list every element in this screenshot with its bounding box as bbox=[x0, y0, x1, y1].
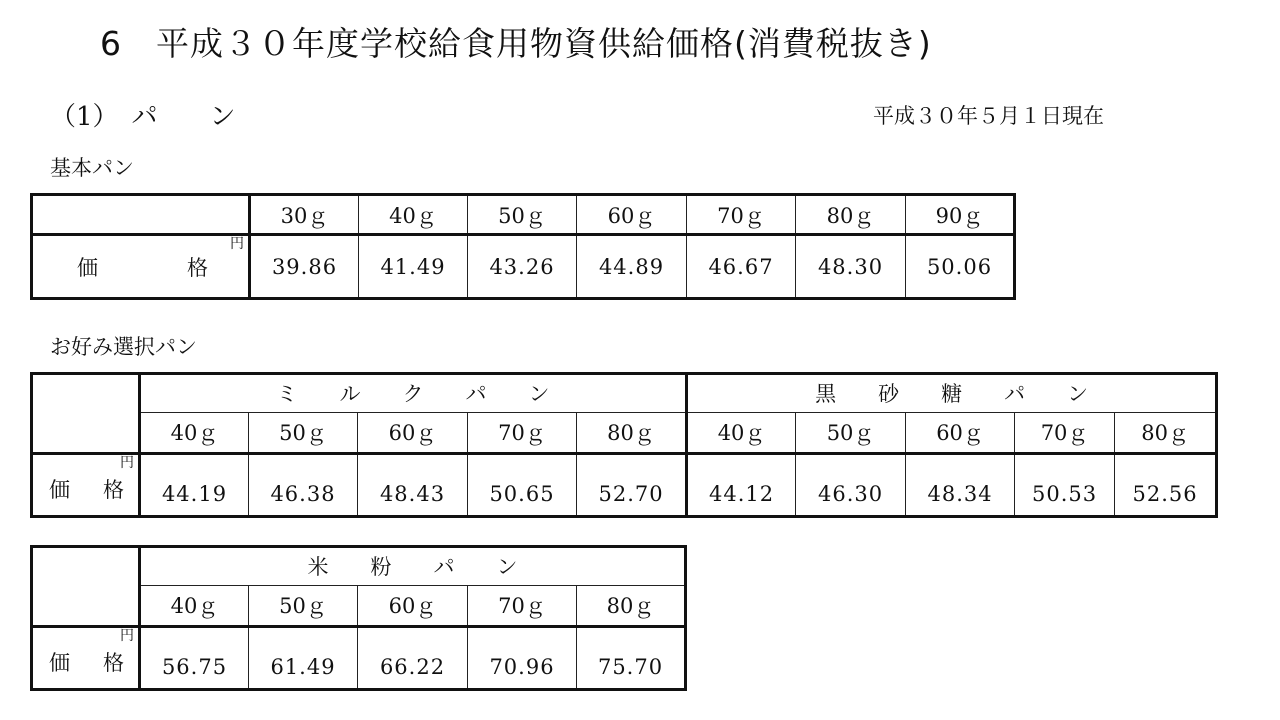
weight-header: 70ｇ bbox=[1015, 412, 1115, 453]
weight-header: 40ｇ bbox=[140, 412, 249, 453]
price-label-char: 格 bbox=[103, 477, 124, 502]
price-cell: 70.96 bbox=[468, 626, 577, 689]
price-cell: 44.89 bbox=[577, 235, 687, 299]
weight-header: 50ｇ bbox=[468, 195, 577, 235]
price-cell: 46.38 bbox=[249, 453, 358, 516]
price-cell: 75.70 bbox=[577, 626, 686, 689]
price-label-char: 価 bbox=[77, 255, 98, 280]
weight-header: 80ｇ bbox=[796, 195, 906, 235]
price-row-label bbox=[32, 453, 140, 516]
basic-bread-table bbox=[30, 193, 1016, 300]
price-cell: 52.56 bbox=[1115, 453, 1217, 516]
price-cell: 66.22 bbox=[358, 626, 468, 689]
price-row-label bbox=[32, 626, 140, 689]
weight-header: 50ｇ bbox=[249, 412, 358, 453]
corner-cell bbox=[32, 374, 140, 454]
brown-sugar-bread-header: 黒 砂 糖 パ ン bbox=[687, 374, 1217, 413]
price-cell: 43.26 bbox=[468, 235, 577, 299]
price-cell: 52.70 bbox=[577, 453, 687, 516]
weight-header: 50ｇ bbox=[249, 585, 358, 626]
weight-header: 40ｇ bbox=[359, 195, 468, 235]
weight-header: 70ｇ bbox=[468, 412, 577, 453]
weight-header: 50ｇ bbox=[796, 412, 906, 453]
weight-header: 30ｇ bbox=[250, 195, 359, 235]
weight-header: 60ｇ bbox=[577, 195, 687, 235]
weight-header: 60ｇ bbox=[906, 412, 1015, 453]
price-cell: 44.12 bbox=[687, 453, 796, 516]
price-row-label bbox=[32, 235, 250, 299]
as-of-date: 平成３０年５月１日現在 bbox=[873, 104, 1104, 128]
yen-unit: 円 bbox=[120, 454, 134, 471]
milk-bread-header: ミ ル ク パ ン bbox=[140, 374, 687, 413]
choice-bread-label: お好み選択パン bbox=[50, 335, 197, 359]
weight-header: 80ｇ bbox=[577, 412, 687, 453]
basic-bread-label: 基本パン bbox=[50, 156, 134, 180]
rice-flour-table bbox=[30, 545, 687, 691]
corner-cell bbox=[32, 547, 140, 627]
price-cell: 48.43 bbox=[358, 453, 468, 516]
price-label-char: 格 bbox=[187, 255, 208, 280]
yen-unit: 円 bbox=[230, 236, 244, 252]
price-cell: 61.49 bbox=[249, 626, 358, 689]
price-cell: 46.30 bbox=[796, 453, 906, 516]
weight-header: 80ｇ bbox=[1115, 412, 1217, 453]
milk-brown-sugar-table bbox=[30, 372, 1218, 518]
price-cell: 48.30 bbox=[796, 235, 906, 299]
weight-header: 60ｇ bbox=[358, 412, 468, 453]
price-cell: 41.49 bbox=[359, 235, 468, 299]
weight-header: 60ｇ bbox=[358, 585, 468, 626]
weight-header: 40ｇ bbox=[140, 585, 249, 626]
weight-header: 80ｇ bbox=[577, 585, 686, 626]
weight-header: 90ｇ bbox=[906, 195, 1015, 235]
document-title: 6 平成３０年度学校給食用物資供給価格(消費税抜き) bbox=[100, 24, 932, 63]
price-label-char: 価 bbox=[49, 650, 70, 675]
price-cell: 39.86 bbox=[250, 235, 359, 299]
weight-header: 70ｇ bbox=[468, 585, 577, 626]
price-cell: 56.75 bbox=[140, 626, 249, 689]
price-cell: 44.19 bbox=[140, 453, 249, 516]
rice-flour-bread-header: 米 粉 パ ン bbox=[140, 547, 686, 586]
price-cell: 50.65 bbox=[468, 453, 577, 516]
price-label-char: 価 bbox=[49, 477, 70, 502]
price-cell: 48.34 bbox=[906, 453, 1015, 516]
price-cell: 50.06 bbox=[906, 235, 1015, 299]
weight-header: 70ｇ bbox=[687, 195, 796, 235]
yen-unit: 円 bbox=[120, 627, 134, 644]
section-title: （1） パ ン bbox=[50, 102, 236, 132]
corner-cell bbox=[32, 195, 250, 235]
price-label-char: 格 bbox=[103, 650, 124, 675]
price-cell: 50.53 bbox=[1015, 453, 1115, 516]
weight-header: 40ｇ bbox=[687, 412, 796, 453]
price-cell: 46.67 bbox=[687, 235, 796, 299]
